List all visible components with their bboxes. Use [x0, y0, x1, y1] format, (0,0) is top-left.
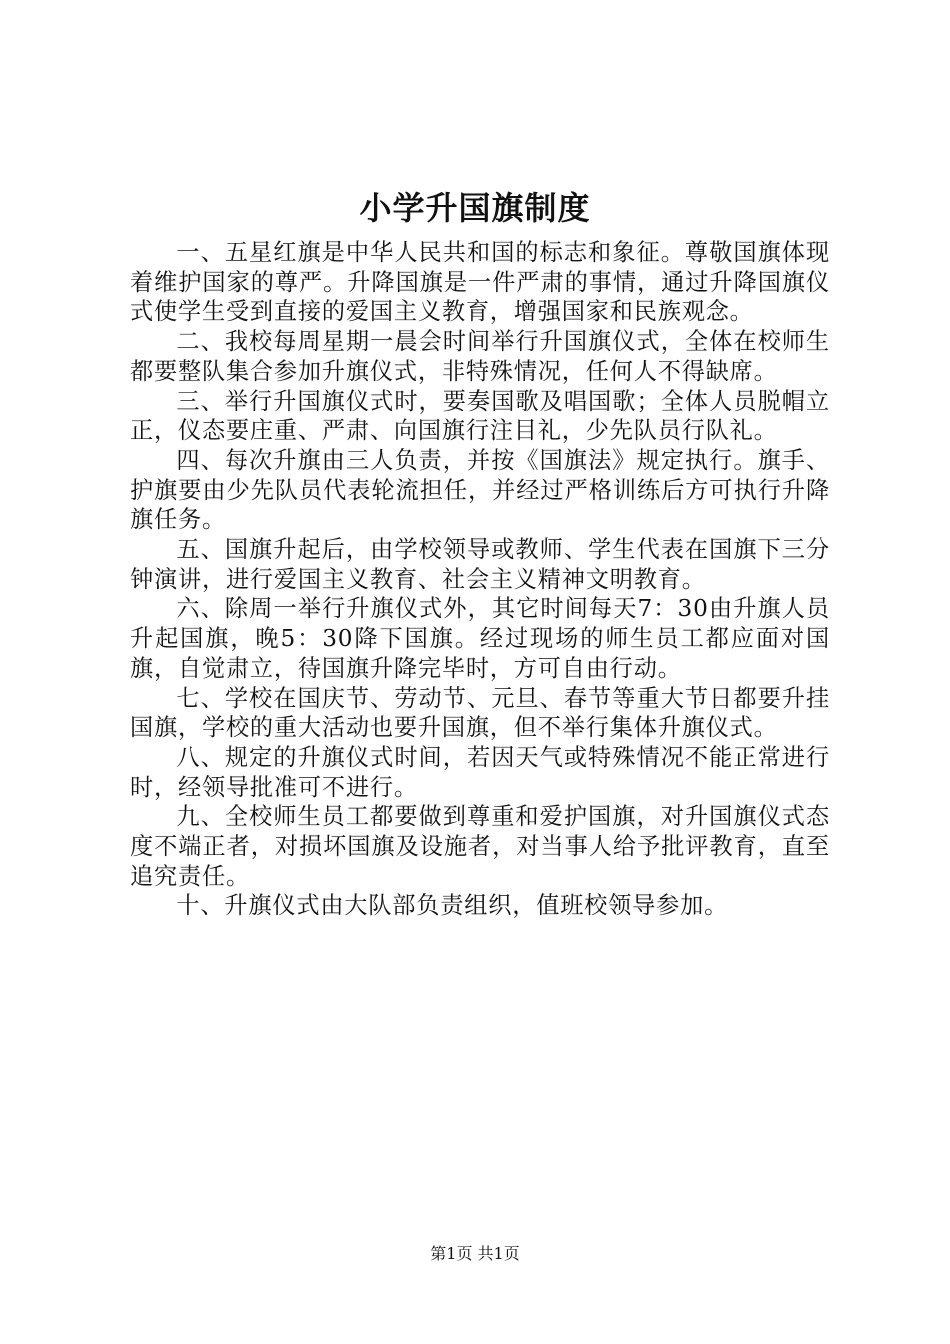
- paragraph-4: 四、每次升旗由三人负责，并按《国旗法》规定执行。旗手、护旗要由少先队员代表轮流担任，并经过严格训练后方可执行升降旗任务。: [130, 446, 830, 534]
- paragraph-3: 三、举行升国旗仪式时，要奏国歌及唱国歌；全体人员脱帽立正，仪态要庄重、严肃、向国旗行注目礼，少先队员行队礼。: [130, 387, 830, 445]
- paragraph-10: 十、升旗仪式由大队部负责组织，值班校领导参加。: [176, 892, 729, 920]
- paragraph-8: 八、规定的升旗仪式时间，若因天气或特殊情况不能正常进行时，经领导批准可不进行。: [130, 743, 830, 801]
- paragraph-5: 五、国旗升起后，由学校领导或教师、学生代表在国旗下三分钟演讲，进行爱国主义教育、社会主义精神文明教育。: [130, 536, 830, 593]
- paragraph-9: 九、全校师生员工都要做到尊重和爱护国旗，对升国旗仪式态度不端正者，对损坏国旗及设施者，对当事人给予批评教育，直至追究责任。: [130, 803, 830, 890]
- document-title: 小学升国旗制度: [359, 189, 591, 227]
- paragraph-7: 七、学校在国庆节、劳动节、元旦、春节等重大节日都要升挂国旗，学校的重大活动也要升国旗，但不举行集体升旗仪式。: [130, 684, 830, 742]
- page-number-footer: 第1页 共1页: [430, 1244, 520, 1263]
- paragraph-1: 一、五星红旗是中华人民共和国的标志和象征。尊敬国旗体现着维护国家的尊严。升降国旗是一件严肃的事情，通过升降国旗仪式使学生受到直接的爱国主义教育，增强国家和民族观念。: [130, 239, 830, 326]
- document-body: [130, 238, 830, 921]
- paragraph-6: 六、除周一举行升旗仪式外，其它时间每天7：30由升旗人员升起国旗，晚5：30降下国旗。经过现场的师生员工都应面对国旗，自觉肃立，待国旗升降完毕时，方可自由行动。: [130, 595, 830, 682]
- paragraph-2: 二、我校每周星期一晨会时间举行升国旗仪式，全体在校师生都要整队集合参加升旗仪式，非特殊情况，任何人不得缺席。: [130, 328, 830, 385]
